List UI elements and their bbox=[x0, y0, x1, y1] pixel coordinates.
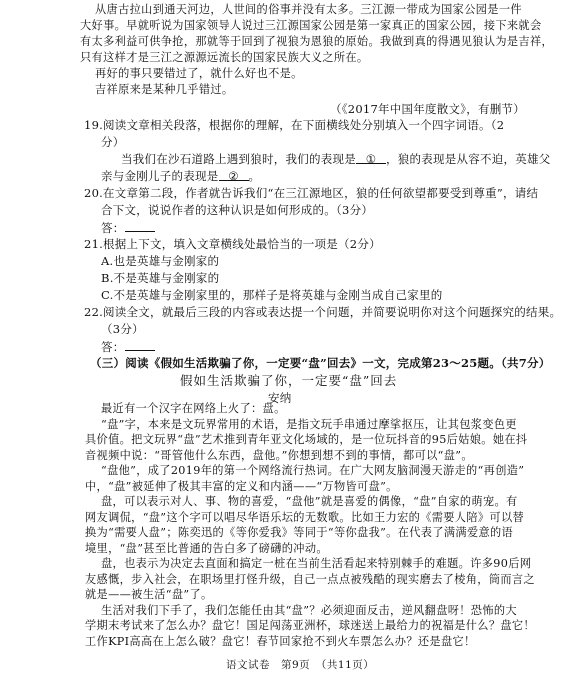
question-21-stem: 21.根据上下文，填入文章横线处最恰当的一项是（2分） bbox=[84, 237, 381, 251]
passage-line: 有太多利益可供争抢，那就等于回到了视狼为恩狼的原始。我做到真的得遇见狼认为是吉祥， bbox=[80, 35, 554, 48]
article-line: 最近有一个汉字在网络上火了：盘。 bbox=[101, 402, 286, 415]
passage-line: 只有这样才是三江之源源远流长的国家民族大义之所在。 bbox=[80, 51, 369, 64]
answer-field[interactable] bbox=[125, 339, 155, 351]
article-line bbox=[85, 480, 398, 494]
question-19-stem: 19.阅读文章相关段落，根据你的理解，在下面横线处分别填入一个四字词语。（2 bbox=[84, 118, 505, 132]
article-line: “盘他”，成了2019年的第一个网络流行热词。在广大网友脑洞漫天游走的“再创造” bbox=[101, 464, 525, 477]
page-footer: 语文试卷 第9页 （共11页） bbox=[226, 659, 375, 671]
question-19-text: 亲与金刚儿子的表现是 bbox=[101, 169, 219, 183]
passage-line: 从唐古拉山到通天河边，人世间的俗事并没有太多。三江源一带成为国家公园是一件 bbox=[95, 3, 522, 16]
section-heading: （三）阅读《假如生活欺骗了你，一定要“盘”回去》一文，完成第23～25题。（共7分） bbox=[90, 356, 551, 370]
question-20-answer bbox=[101, 220, 155, 236]
article-author: 安纳 bbox=[268, 391, 292, 405]
article-line: 学期末考试来了怎么办？盘它！国足闯荡亚洲杯，球迷送上最给力的祝福是什么？盘它！ bbox=[85, 619, 535, 632]
article-text: 中，“盘”被延伸了极其丰富的定义和内涵——“万物皆可盘”。 bbox=[85, 479, 398, 493]
question-19-stem: 分） bbox=[101, 135, 125, 149]
option-b[interactable]: B.不是英雄与金刚家的 bbox=[101, 271, 220, 285]
question-19-body bbox=[121, 152, 551, 167]
question-19-text: ，狼的表现是从容不迫，英雄父 bbox=[386, 152, 551, 166]
article-line: 网友调侃，“盘”这个字可以唱尽华语乐坛的无数歌。比如王力宏的《需要人陪》可以替 bbox=[85, 510, 525, 524]
article-line: 工作KPI高高在上怎么破？盘它！春节回家抢不到火车票怎么办？还是盘它！ bbox=[85, 634, 476, 648]
article-line: 友感慨，步入社会，在职场里打怪升级，自己一点点被残酷的现实磨去了棱角，筒而言之 bbox=[85, 572, 535, 586]
passage-line: 吉祥原来是某种几乎错过。 bbox=[95, 83, 234, 96]
passage-line: 再好的事只要错过了，就什么好也不是。 bbox=[95, 67, 303, 80]
article-line: 具价值。把文玩界“盘”艺术推到青年亚文化场域的，是一位玩抖音的95后姑娘。她在抖 bbox=[85, 433, 528, 446]
option-c[interactable]: C.不是英雄与金刚家里的，那样子是将英雄与金刚当成自己家里的 bbox=[101, 288, 443, 302]
article-title: 假如生活欺骗了你，一定要“盘”回去 bbox=[180, 373, 398, 388]
article-line: 换为“需要人盘”；陈奕迅的《等你爱我》等同于“等你盘我”。在代表了满满爱意的语 bbox=[85, 526, 514, 539]
question-20-stem: 20.在文章第二段，作者就告诉我们“在三江源地区，狼的任何欲望都要受到尊重”，请结 bbox=[84, 186, 539, 200]
article-line: 就是——被生活“盘”了。 bbox=[85, 588, 213, 601]
option-a[interactable]: A.也是英雄与金刚家的 bbox=[101, 254, 220, 268]
answer-label: 答： bbox=[101, 221, 125, 235]
article-line: 境里，“盘”甚至比普通的告白多了磅礴的冲动。 bbox=[85, 541, 328, 555]
article-line: 盘，可以表示对人、事、物的喜爱，“盘他”就是喜爱的偶像，“盘”自家的萌宠。有 bbox=[101, 495, 518, 508]
blank-1-mark: ① bbox=[365, 152, 377, 166]
blank-2-mark: ② bbox=[228, 169, 239, 183]
article-line: “盘”字，本来是文玩界常用的术语，是指文玩手串通过摩挲抠压，让其包浆变色更 bbox=[101, 417, 517, 431]
question-19-text: 当我们在沙石道路上遇到狼时，我们的表现是 bbox=[121, 152, 356, 166]
question-22-stem: 22.阅读全文，就最后三段的内容或表达提一个问题，并简要说明你对这个问题探究的结果。 bbox=[84, 305, 562, 319]
answer-field[interactable] bbox=[125, 220, 155, 232]
blank-2[interactable] bbox=[219, 169, 249, 181]
answer-label: 答： bbox=[101, 340, 125, 354]
question-22-answer bbox=[101, 339, 155, 355]
question-19-body bbox=[101, 169, 260, 184]
question-20-stem: 合下文，说说作者的这种认识是如何形成的。（3分） bbox=[101, 203, 374, 217]
article-line: 音视频中说：“哥管他什么东西，盘他。”你想到想不到的事情，都可以“盘”。 bbox=[85, 448, 473, 462]
article-line: 生活对我们下手了，我们怎能任由其“盘”？必须迎面反击，逆风翻盘呀！恐怖的大 bbox=[101, 603, 517, 617]
blank-1[interactable] bbox=[356, 152, 386, 164]
question-19-text: 。 bbox=[248, 169, 261, 183]
passage-source: （《2017年中国年度散文》，有删节） bbox=[330, 102, 526, 116]
question-22-stem: （3分） bbox=[101, 322, 144, 336]
passage-line: 大好事。早就听说为国家领导人说过三江源国家公园是第一家真正的国家公园，接下来就会 bbox=[80, 19, 542, 32]
article-line: 盘，也表示为决定去直面和搞定一桩在当前生活看起来特别棘手的难题。许多90后网 bbox=[101, 557, 532, 570]
